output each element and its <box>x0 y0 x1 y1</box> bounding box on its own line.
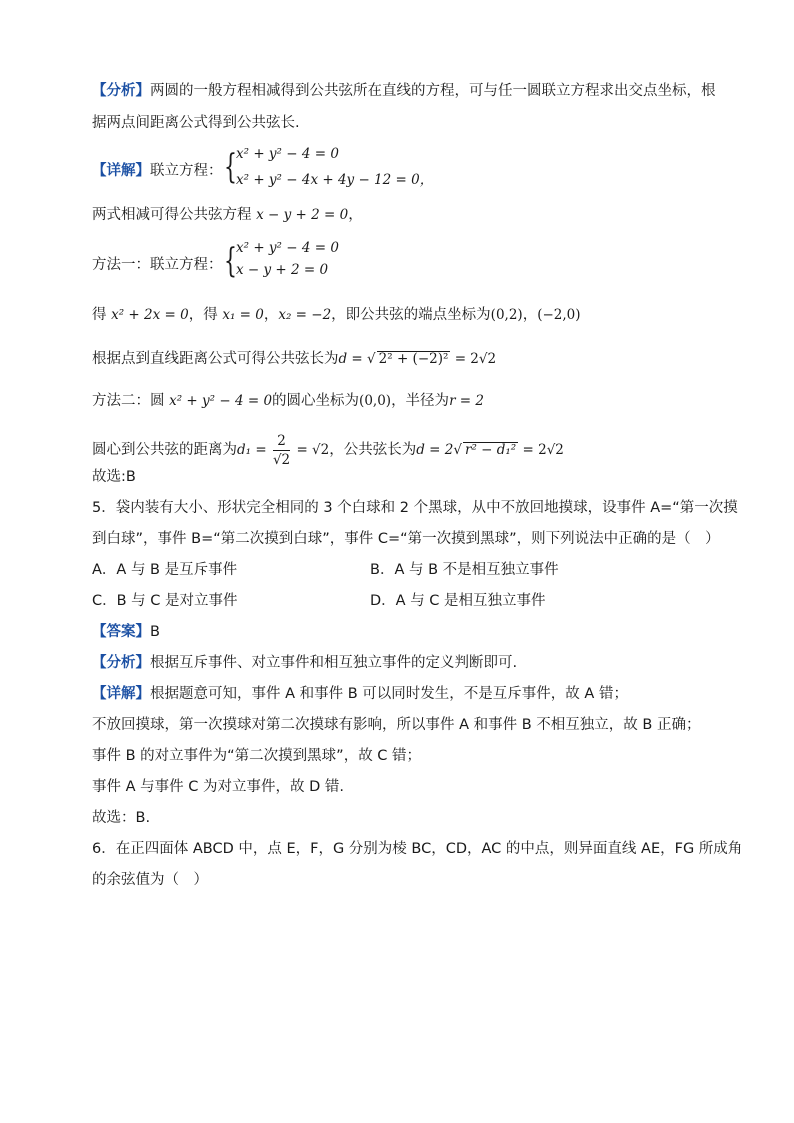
endpoint-2: (−2,0) <box>537 307 581 323</box>
q5-option-a: A．A 与 B 是互斥事件 <box>92 562 238 578</box>
analysis-line-1 <box>92 80 716 102</box>
analysis-text-1: 两圆的一般方程相减得到公共弦所在直线的方程，可与任一圆联立方程求出交点坐标，根 <box>150 83 716 99</box>
q5-option-c: C．B 与 C 是对立事件 <box>92 593 238 609</box>
q5-stem-line-2: 到白球”，事件 B=“第二次摸到白球”，事件 C=“第一次摸到黑球”，则下列说法中正确的是（ ） <box>92 531 720 547</box>
subtract-line: 两式相减可得公共弦方程 x − y + 2 = 0， <box>92 207 363 223</box>
d1-fraction: $\frac{2}{√2}$ <box>272 432 291 468</box>
q5-detail-line-4: 事件 A 与事件 C 为对立事件，故 D 错. <box>92 779 344 795</box>
q5-detail-line-1: 【详解】根据题意可知，事件 A 和事件 B 可以同时发生，不是互斥事件，故 A 错； <box>92 686 628 702</box>
left-brace: { <box>224 241 237 281</box>
equation-line: x − y + 2 = 0 <box>236 262 329 278</box>
method-one-lead: 方法一：联立方程： <box>92 257 223 273</box>
x1-value: x₁ = 0 <box>222 307 264 323</box>
q6-stem-line-1: 6．在正四面体 ABCD 中，点 E，F，G 分别为棱 BC，CD，AC 的中点，则异面直线 AE，FG 所成角 <box>92 841 743 857</box>
solution-line: 得 x² + 2x = 0，得 x₁ = 0，x₂ = −2，即公共弦的端点坐标为(0,2)，(−2,0) <box>92 307 581 323</box>
distance-line: 根据点到直线距离公式可得公共弦长为d = √ 2² + (−2)² = 2√2 <box>92 351 497 367</box>
q5-detail-line-3: 事件 B 的对立事件为“第二次摸到黑球”，故 C 错； <box>92 748 422 764</box>
analysis-tag: 【分析】 <box>92 83 150 99</box>
equation-circle-1: x² + y² − 4 = 0 <box>236 146 339 162</box>
center-distance-line: 圆心到公共弦的距离为d₁ = $\frac{2}{√2}$ = √2，公共弦长为d = 2√ r² − d₁² = 2√2 <box>92 432 564 468</box>
q5-analysis: 【分析】根据互斥事件、对立事件和相互独立事件的定义判断即可. <box>92 655 518 671</box>
equation-circle-2: x² + y² − 4x + 4y − 12 = 0， <box>236 172 434 188</box>
q5-option-b: B．A 与 B 不是相互独立事件 <box>370 562 559 578</box>
q5-stem-line-1: 5．袋内装有大小、形状完全相同的 3 个白球和 2 个黑球，从中不放回地摸球，设事件 A=“第一次摸 <box>92 500 738 516</box>
endpoint-1: (0,2) <box>490 307 523 323</box>
detail-lead-text: 联立方程： <box>150 163 223 179</box>
system-of-equations-1 <box>224 146 434 190</box>
q6-stem-line-2: 的余弦值为（ ） <box>92 872 208 888</box>
equation-circle: x² + y² − 4 = 0 <box>236 240 339 256</box>
x2-value: x₂ = −2 <box>278 307 332 323</box>
system-of-equations-2 <box>224 240 344 284</box>
circle-radius: r = 2 <box>449 393 484 409</box>
distance-radicand: 2² + (−2)² <box>378 351 449 367</box>
chord-length-radicand: r² − d₁² <box>464 442 517 458</box>
circle-center: (0,0) <box>359 393 392 409</box>
q5-detail-line-2: 不放回摸球，第一次摸球对第二次摸球有影响，所以事件 A 和事件 B 不相互独立，故 B 正确； <box>92 717 701 733</box>
analysis-line-2: 据两点间距离公式得到公共弦长. <box>92 115 300 131</box>
method-two-line: 方法二：圆 x² + y² − 4 = 0的圆心坐标为(0,0)，半径为r = 2 <box>92 393 484 409</box>
answer-line-prev: 故选:B <box>92 469 136 485</box>
q5-option-d: D．A 与 C 是相互独立事件 <box>370 593 546 609</box>
detail-lead <box>92 160 223 182</box>
detail-tag: 【详解】 <box>92 163 150 179</box>
q5-final-answer: 故选：B. <box>92 810 151 826</box>
q5-answer: 【答案】B <box>92 624 160 640</box>
left-brace: { <box>224 147 237 187</box>
chord-equation: x − y + 2 = 0 <box>256 207 349 223</box>
